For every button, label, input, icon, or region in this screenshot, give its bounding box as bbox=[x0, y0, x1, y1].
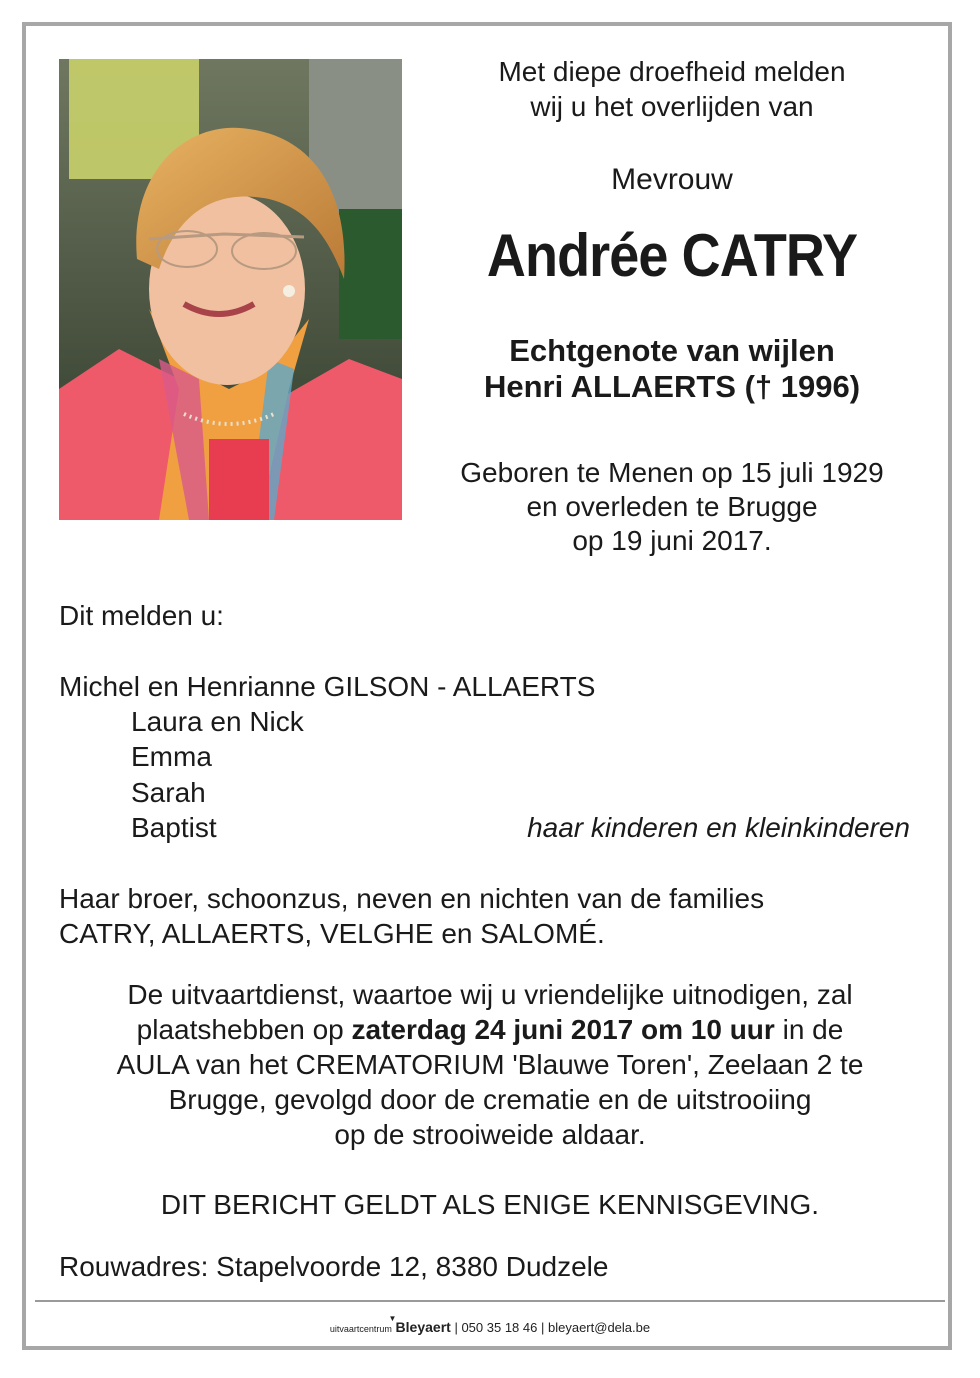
footer-prefix: uitvaartcentrum bbox=[329, 1324, 392, 1334]
mourning-address: Rouwadres: Stapelvoorde 12, 8380 Dudzele bbox=[59, 1251, 609, 1282]
life-dates bbox=[430, 456, 914, 558]
relation-caption: haar kinderen en kleinkinderen bbox=[527, 812, 910, 843]
life-dates-line: Geboren te Menen op 15 juli 1929 bbox=[460, 457, 884, 488]
grandchild-name: Laura en Nick bbox=[131, 706, 304, 737]
spouse-line: Echtgenote van wijlen bbox=[509, 333, 835, 368]
service-datetime: zaterdag 24 juni 2017 om 10 uur bbox=[351, 1014, 775, 1045]
family-line: Haar broer, schoonzus, neven en nichten van de families bbox=[59, 883, 765, 914]
announce-heading: Dit melden u: bbox=[59, 600, 224, 631]
extended-family bbox=[59, 881, 764, 951]
service-line bbox=[59, 1012, 921, 1047]
footer-phone: 050 35 18 46 bbox=[461, 1320, 538, 1335]
footer-brand-logo: ▼ Bleyaert bbox=[396, 1319, 451, 1335]
service-text: in de bbox=[774, 1014, 844, 1045]
portrait-photo bbox=[59, 59, 402, 520]
spouse-line: Henri ALLAERTS († 1996) bbox=[483, 369, 861, 404]
footer-separator: | bbox=[454, 1320, 458, 1335]
intro-line: Met diepe droefheid melden bbox=[498, 56, 846, 87]
footer bbox=[0, 1318, 980, 1338]
honorific: Mevrouw bbox=[611, 163, 733, 196]
service-line: De uitvaartdienst, waartoe wij u vriendelijke uitnodigen, zal bbox=[127, 979, 853, 1010]
grandchild-name: Sarah bbox=[131, 777, 206, 808]
deceased-name: Andrée CATRY bbox=[486, 222, 858, 289]
service-text: plaatshebben op bbox=[136, 1014, 352, 1045]
intro-line: wij u het overlijden van bbox=[530, 91, 814, 122]
children-names: Michel en Henrianne GILSON - ALLAERTS bbox=[59, 671, 596, 702]
life-dates-line: en overleden te Brugge bbox=[526, 491, 818, 522]
footer-divider bbox=[35, 1300, 945, 1302]
footer-email[interactable]: bleyaert@dela.be bbox=[548, 1320, 651, 1335]
notice-text: DIT BERICHT GELDT ALS ENIGE KENNISGEVING. bbox=[160, 1189, 820, 1220]
grandchild-name: Emma bbox=[131, 741, 212, 772]
funeral-service-info bbox=[59, 977, 921, 1152]
grandchild-name: Baptist bbox=[131, 812, 217, 843]
family-line: CATRY, ALLAERTS, VELGHE en SALOMÉ. bbox=[59, 918, 605, 949]
service-line: AULA van het CREMATORIUM 'Blauwe Toren', Zeelaan 2 te bbox=[116, 1049, 864, 1080]
service-line: Brugge, gevolgd door de crematie en de uitstrooiing bbox=[168, 1084, 812, 1115]
intro-text bbox=[430, 54, 914, 124]
spouse-info bbox=[430, 333, 914, 405]
footer-separator: | bbox=[540, 1320, 545, 1335]
service-line: op de strooiweide aldaar. bbox=[334, 1119, 646, 1150]
life-dates-line: op 19 juni 2017. bbox=[572, 525, 772, 556]
portrait-image bbox=[59, 59, 402, 520]
